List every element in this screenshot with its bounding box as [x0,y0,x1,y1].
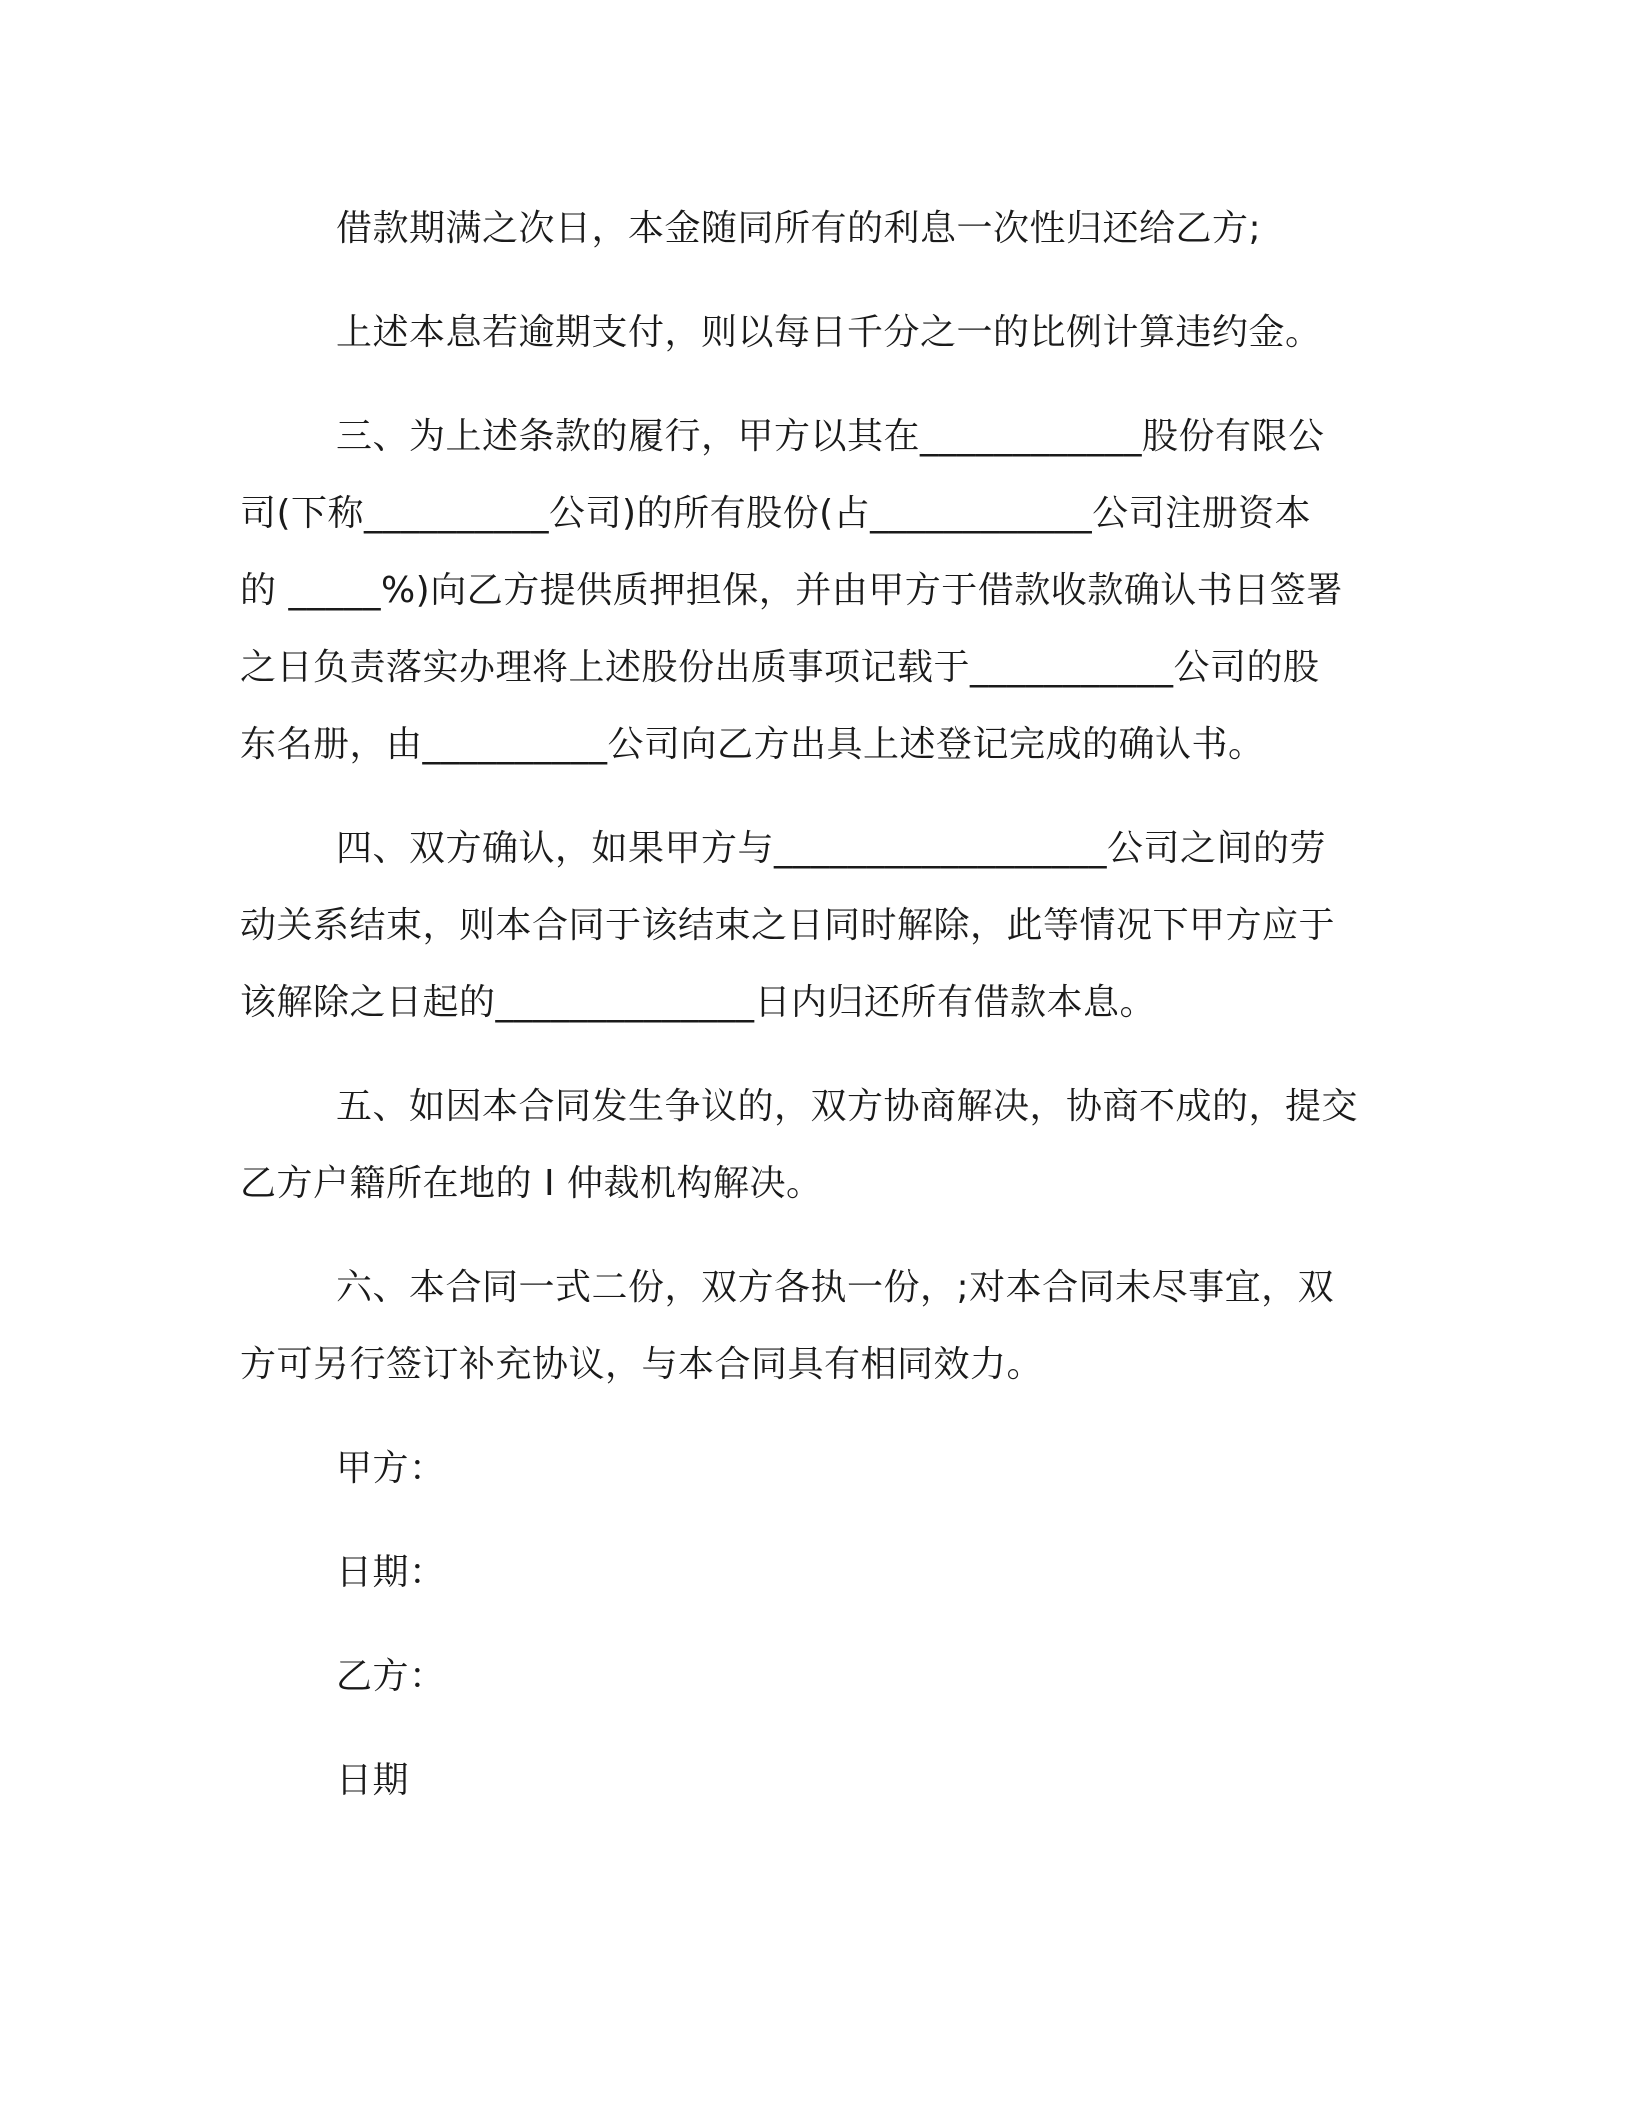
text-line: 司(下称__________公司)的所有股份(占____________公司注册资本 [240,493,1312,534]
text-line: 五、如因本合同发生争议的，双方协商解决，协商不成的，提交 [336,1086,1359,1127]
text-line: 三、为上述条款的履行，甲方以其在____________股份有限公 [336,416,1325,457]
signature-party-b: 乙方： [336,1656,446,1697]
signature-date-b: 日期 [336,1760,410,1801]
text-line: 的 _____%)向乙方提供质押担保，并由甲方于借款收款确认书日签署 [240,570,1343,611]
text-line: 四、双方确认，如果甲方与__________________公司之间的劳 [336,828,1327,869]
signature-date-a: 日期： [336,1552,446,1593]
clause-five-dispute [240,1068,1392,1222]
text-line: 动关系结束，则本合同于该结束之日同时解除，此等情况下甲方应于 [240,905,1336,946]
text-line: 乙方户籍所在地的 I 仲裁机构解决。 [240,1163,823,1204]
contract-body [240,190,1392,1846]
paragraph-repayment [240,190,1392,267]
text-line: 方可另行签订补充协议，与本合同具有相同效力。 [240,1344,1044,1385]
text-line: 该解除之日起的______________日内归还所有借款本息。 [240,982,1157,1023]
clause-three-pledge [240,398,1392,783]
text-line: 上述本息若逾期支付，则以每日千分之一的比例计算违约金。 [336,312,1322,353]
signature-party-a: 甲方： [336,1448,446,1489]
clause-four-termination [240,810,1392,1041]
text-line: 借款期满之次日，本金随同所有的利息一次性归还给乙方; [336,208,1262,249]
clause-six-copies [240,1249,1392,1403]
text-line: 东名册，由__________公司向乙方出具上述登记完成的确认书。 [240,724,1265,765]
paragraph-penalty [240,294,1392,371]
text-line: 之日负责落实办理将上述股份出质事项记载于___________公司的股 [240,647,1320,688]
text-line: 六、本合同一式二份，双方各执一份，;对本合同未尽事宜，双 [336,1267,1335,1308]
